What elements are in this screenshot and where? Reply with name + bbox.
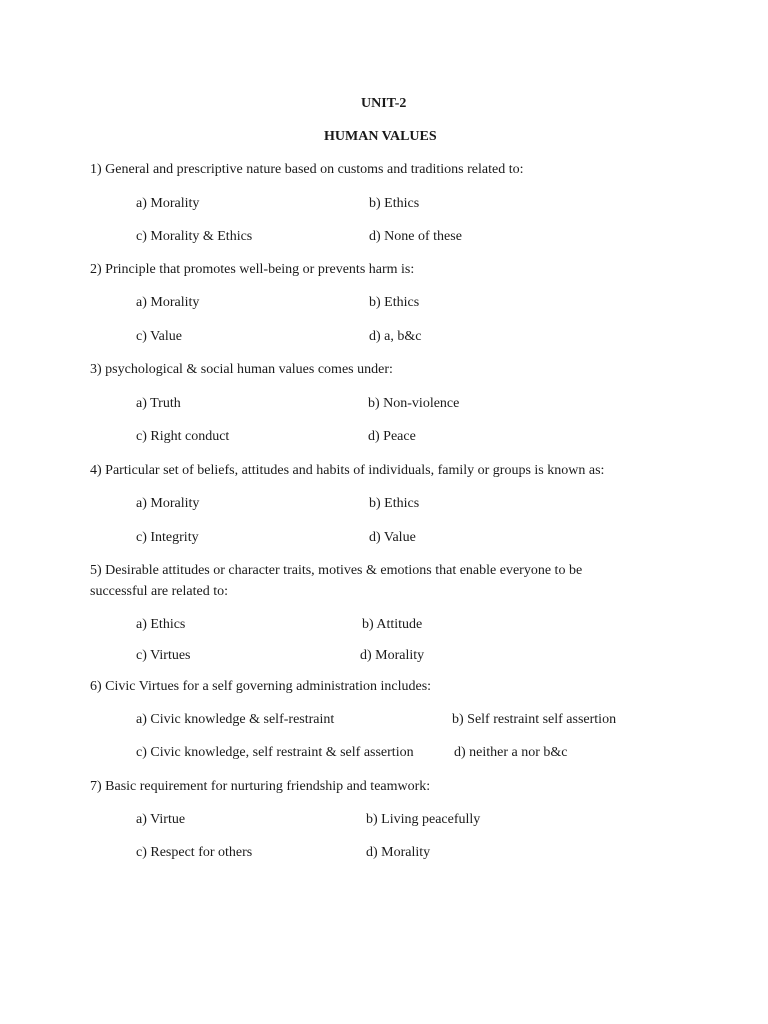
q1-option-a: a) Morality — [136, 196, 200, 211]
question-7-text: 7) Basic requirement for nurturing friendship and teamwork: — [90, 779, 431, 794]
q3-option-b: b) Non-violence — [368, 396, 460, 411]
question-6-text: 6) Civic Virtues for a self governing administration includes: — [90, 679, 432, 694]
q1-option-c: c) Morality & Ethics — [136, 229, 253, 244]
q4-option-d: d) Value — [369, 530, 416, 545]
q4-option-c: c) Integrity — [136, 530, 199, 545]
question-1-text: 1) General and prescriptive nature based on customs and traditions related to: — [90, 162, 524, 177]
q6-option-d: d) neither a nor b&c — [454, 745, 568, 760]
q1-option-d: d) None of these — [369, 229, 462, 244]
q5-option-b: b) Attitude — [362, 617, 423, 632]
q2-option-c: c) Value — [136, 329, 182, 344]
question-5-text-line2: successful are related to: — [90, 584, 228, 599]
q3-option-d: d) Peace — [368, 429, 416, 444]
q2-option-d: d) a, b&c — [369, 329, 422, 344]
q5-option-a: a) Ethics — [136, 617, 186, 632]
q1-option-b: b) Ethics — [369, 196, 420, 211]
question-2-text: 2) Principle that promotes well-being or prevents harm is: — [90, 262, 415, 277]
page-title: HUMAN VALUES — [324, 129, 437, 144]
q6-option-b: b) Self restraint self assertion — [452, 712, 617, 727]
q5-option-c: c) Virtues — [136, 648, 191, 663]
q7-option-c: c) Respect for others — [136, 845, 253, 860]
q4-option-b: b) Ethics — [369, 496, 420, 511]
q3-option-c: c) Right conduct — [136, 429, 230, 444]
q2-option-b: b) Ethics — [369, 295, 420, 310]
q4-option-a: a) Morality — [136, 496, 200, 511]
q3-option-a: a) Truth — [136, 396, 181, 411]
q5-option-d: d) Morality — [360, 648, 425, 663]
q6-option-c: c) Civic knowledge, self restraint & self assertion — [136, 745, 414, 760]
question-4-text: 4) Particular set of beliefs, attitudes and habits of individuals, family or groups is known as: — [90, 463, 605, 478]
question-5-text-line1: 5) Desirable attitudes or character traits, motives & emotions that enable everyone to be — [90, 563, 583, 578]
q7-option-d: d) Morality — [366, 845, 431, 860]
q7-option-a: a) Virtue — [136, 812, 186, 827]
question-3-text: 3) psychological & social human values comes under: — [90, 362, 393, 377]
q7-option-b: b) Living peacefully — [366, 812, 481, 827]
unit-heading: UNIT-2 — [361, 96, 407, 111]
q2-option-a: a) Morality — [136, 295, 200, 310]
q6-option-a: a) Civic knowledge & self-restraint — [136, 712, 335, 727]
